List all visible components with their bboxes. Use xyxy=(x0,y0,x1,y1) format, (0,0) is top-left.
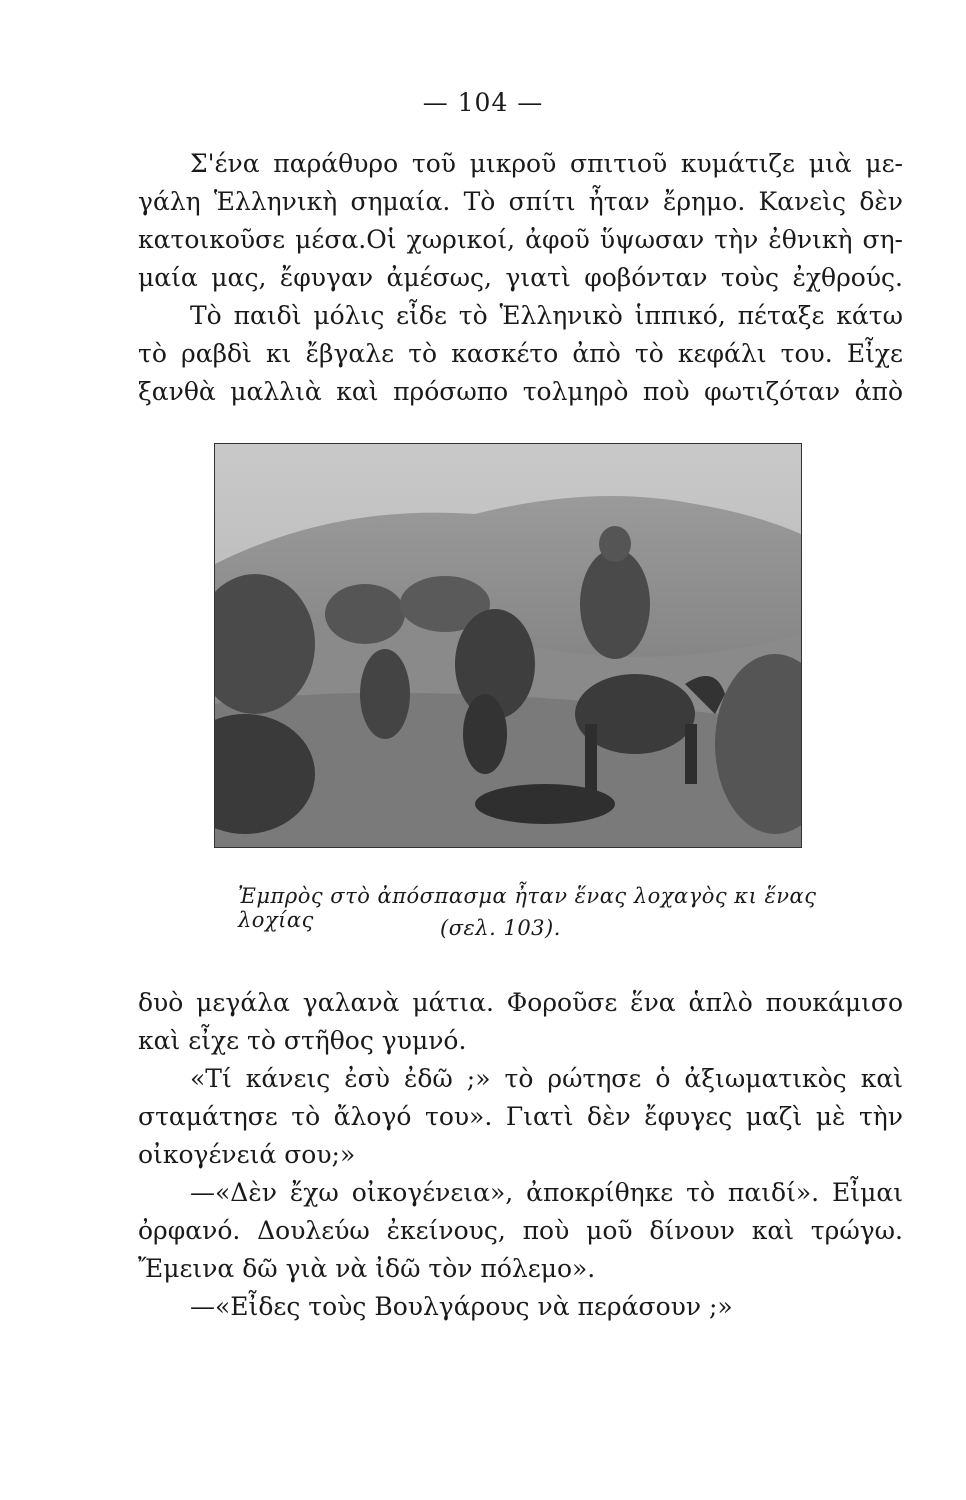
text-line: —«Εἶδες τοὺς Βουλγάρους νὰ περάσουν ;» xyxy=(190,1292,733,1321)
text-line: σταμάτησε τὸ ἄλογό του». Γιατὶ δὲν ἔφυγες μαζὶ μὲ τὴν xyxy=(138,1102,903,1131)
page-number: — 104 — xyxy=(422,88,544,117)
text-line: καὶ εἶχε τὸ στῆθος γυμνό. xyxy=(138,1026,467,1055)
figure-caption: Ἐμπρὸς στὸ ἀπόσπασμα ἦταν ἕνας λοχαγὸς κι ἕνας λοχίας xyxy=(238,884,817,932)
text-line: ὀρφανό. Δουλεύω ἐκείνους, ποὺ μοῦ δίνουν καὶ τρώγω. xyxy=(138,1216,903,1245)
figure-caption-reference: (σελ. 103). xyxy=(440,916,561,940)
text-line: Τὸ παιδὶ μόλις εἶδε τὸ Ἑλληνικὸ ἱππικό, πέταξε κάτω xyxy=(190,301,903,330)
text-line: Ἔμεινα δῶ γιὰ νὰ ἰδῶ τὸν πόλεμο». xyxy=(138,1254,596,1283)
text-line: κατοικοῦσε μέσα.Οἱ χωρικοί, ἀφοῦ ὕψωσαν τὴν ἐθνικὴ ση- xyxy=(138,225,903,254)
text-line: ξανθὰ μαλλιὰ καὶ πρόσωπο τολμηρὸ ποὺ φωτιζόταν ἀπὸ xyxy=(138,377,903,406)
paragraph-bottom xyxy=(138,984,903,1326)
text-line: τὸ ραβδὶ κι ἔβγαλε τὸ κασκέτο ἀπὸ τὸ κεφάλι του. Εἶχε xyxy=(138,339,903,368)
text-line: οἰκογένειά σου;» xyxy=(138,1140,356,1169)
text-line: «Τί κάνεις ἐσὺ ἐδῶ ;» τὸ ρώτησε ὁ ἀξιωματικὸς καὶ xyxy=(190,1064,903,1093)
paragraph-top xyxy=(138,145,903,411)
text-line: δυὸ μεγάλα γαλανὰ μάτια. Φοροῦσε ἕνα ἁπλὸ πουκάμισο xyxy=(138,988,903,1017)
text-line: μαία μας, ἔφυγαν ἀμέσως, γιατὶ φοβόνταν τοὺς ἐχθρούς. xyxy=(138,263,903,292)
text-line: —«Δὲν ἔχω οἰκογένεια», ἀποκρίθηκε τὸ παιδί». Εἶμαι xyxy=(190,1178,903,1207)
text-line: γάλη Ἑλληνικὴ σημαία. Τὸ σπίτι ἦταν ἔρημο. Κανεὶς δὲν xyxy=(138,187,903,216)
text-line: Σ'ένα παράθυρο τοῦ μικροῦ σπιτιοῦ κυμάτιζε μιὰ με- xyxy=(190,149,903,178)
cavalry-photograph xyxy=(214,443,802,848)
